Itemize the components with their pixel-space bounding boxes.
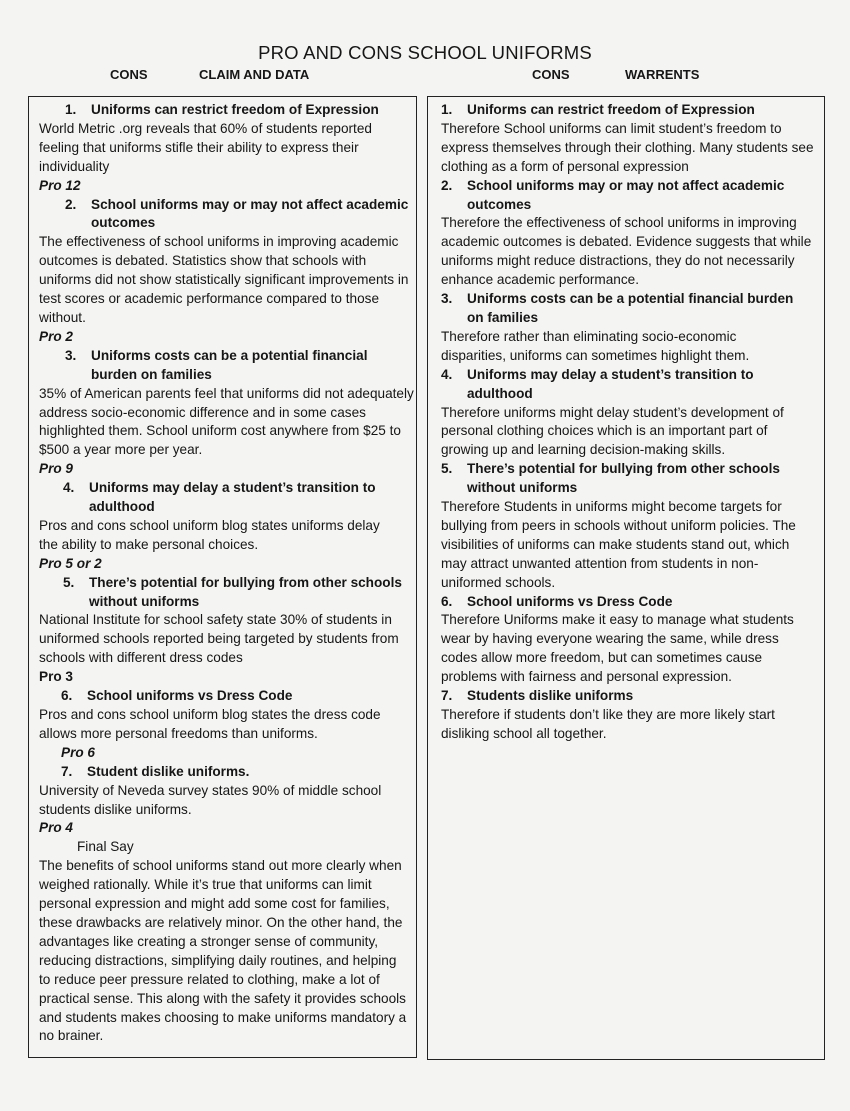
- header-claim-data: CLAIM AND DATA: [199, 67, 310, 82]
- claim-heading: [39, 479, 403, 517]
- claim-data-text: University of Neveda survey states 90% of middle school students dislike uniforms.: [39, 782, 382, 817]
- item-number: 6.: [61, 688, 73, 704]
- claim-heading: [39, 763, 401, 782]
- heading-text: Uniforms can restrict freedom of Expression: [91, 102, 379, 117]
- item-number: 6.: [441, 593, 453, 609]
- warrant-heading: [441, 177, 796, 215]
- warrant-heading: [441, 290, 806, 328]
- item-number: 3.: [65, 347, 77, 363]
- claim-heading: [39, 101, 417, 120]
- item-number: 5.: [441, 461, 453, 477]
- claim-data-text: National Institute for school safety state 30% of students in uniformed schools reported being targeted by students from schools with different dress codes: [39, 612, 399, 666]
- claim-data-text: Pros and cons school uniform blog states the dress code allows more personal freedoms than uniforms.: [39, 707, 381, 741]
- heading-text: There’s potential for bullying from other schools without uniforms: [467, 461, 780, 496]
- heading-text: School uniforms vs Dress Code: [467, 593, 673, 609]
- item-number: 1.: [441, 102, 453, 117]
- warrant-text: Therefore School uniforms can limit student’s freedom to express themselves through their clothing. Many students see clothing as a form of personal expression: [441, 120, 814, 174]
- header-warrants: WARRENTS: [625, 67, 700, 82]
- heading-text: Uniforms can restrict freedom of Expression: [467, 102, 755, 117]
- warrant-text: Therefore Uniforms make it easy to manage what students wear by having everyone wearing the same, while dress codes allow more freedom, but can sometimes cause problems with fairness and personal expression.: [441, 612, 794, 685]
- pro-reference: Pro 9: [39, 461, 73, 477]
- warrant-text: Therefore the effectiveness of school uniforms in improving academic outcomes is debated. Evidence suggests that while uniforms might reduce distractions, they do not necessarily enhance academic performance.: [441, 215, 812, 288]
- claim-data-text: The effectiveness of school uniforms in improving academic outcomes is debated. Statistics show that schools with uniforms did not show statistically significant improvements in test scores or academic performance compared to those without.: [39, 234, 409, 325]
- heading-text: Students dislike uniforms: [467, 688, 634, 704]
- heading-text: School uniforms vs Dress Code: [87, 688, 293, 704]
- claims-box: [28, 96, 417, 1058]
- heading-text: Uniforms may delay a student’s transition to adulthood: [467, 366, 754, 401]
- item-number: 1.: [65, 102, 77, 117]
- heading-text: Student dislike uniforms.: [87, 763, 250, 779]
- warrant-heading: [441, 366, 781, 404]
- warrant-heading: [441, 460, 796, 498]
- pro-reference: Pro 6: [61, 744, 95, 760]
- claim-data-text: 35% of American parents feel that uniforms did not adequately address socio-economic difference and in some cases highlighted them. School uniform cost anywhere from $25 to $500 a year more per year.: [39, 385, 414, 458]
- header-cons-left: CONS: [110, 67, 148, 82]
- heading-text: School uniforms may or may not affect academic outcomes: [467, 177, 785, 212]
- warrant-text: Therefore uniforms might delay student’s development of personal clothing choices which is an important part of growing up and learning decision-making skills.: [441, 404, 784, 458]
- warrant-heading: [441, 687, 796, 706]
- warrant-text: Therefore Students in uniforms might become targets for bullying from peers in schools without uniform policies. The visibilities of uniforms can make students stand out, which may attract unwanted attention from students in non-uniformed schools.: [441, 499, 796, 590]
- pro-reference: Pro 2: [39, 328, 73, 344]
- item-number: 5.: [63, 574, 75, 590]
- item-number: 4.: [63, 480, 75, 496]
- page-title: PRO AND CONS SCHOOL UNIFORMS: [258, 42, 592, 63]
- heading-text: Uniforms may delay a student’s transition to adulthood: [89, 480, 376, 515]
- heading-text: School uniforms may or may not affect academic outcomes: [91, 196, 409, 231]
- claim-data-text: Pros and cons school uniform blog states uniforms delay the ability to make personal choices.: [39, 517, 380, 552]
- item-number: 7.: [61, 763, 73, 779]
- pro-reference: Pro 12: [39, 177, 81, 193]
- item-number: 7.: [441, 688, 453, 704]
- pro-reference: Pro 4: [39, 820, 73, 836]
- item-number: 2.: [441, 177, 453, 193]
- warrants-box: [427, 96, 825, 1060]
- warrant-heading: [441, 593, 796, 612]
- final-say-label: Final Say: [77, 839, 134, 855]
- claim-data-text: World Metric .org reveals that 60% of students reported feeling that uniforms stifle their ability to express their individuality: [39, 120, 372, 174]
- header-cons-right: CONS: [532, 67, 570, 82]
- claim-heading: [39, 687, 401, 706]
- pro-reference: Pro 5 or 2: [39, 555, 102, 571]
- warrant-text: Therefore rather than eliminating socio-economic disparities, uniforms can sometimes highlight them.: [441, 328, 750, 363]
- final-say-text: The benefits of school uniforms stand out more clearly when weighed rationally. While it’s true that uniforms can limit personal expression and might add some cost for families, these drawbacks are relatively minor. On the other hand, the advantages like creating a stronger sense of community, reducing distractions, simplifying daily routines, and helping to reduce peer pressure related to clothing, make a lot of practical sense. This along with the safety it provides schools and students makes choosing to make uniforms mandatory a no brainer.: [39, 858, 407, 1044]
- item-number: 3.: [441, 291, 453, 307]
- claim-heading: [39, 196, 415, 234]
- heading-text: Uniforms costs can be a potential financial burden on families: [467, 291, 794, 325]
- pro-reference: Pro 3: [39, 669, 73, 685]
- warrant-heading: [441, 101, 816, 120]
- claim-heading: [39, 347, 415, 385]
- heading-text: There’s potential for bullying from other schools without uniforms: [89, 574, 402, 609]
- warrant-text: Therefore if students don’t like they are more likely start disliking school all together.: [441, 707, 775, 741]
- item-number: 2.: [65, 196, 77, 212]
- item-number: 4.: [441, 366, 453, 382]
- heading-text: Uniforms costs can be a potential financial burden on families: [91, 347, 368, 382]
- claim-heading: [39, 574, 413, 612]
